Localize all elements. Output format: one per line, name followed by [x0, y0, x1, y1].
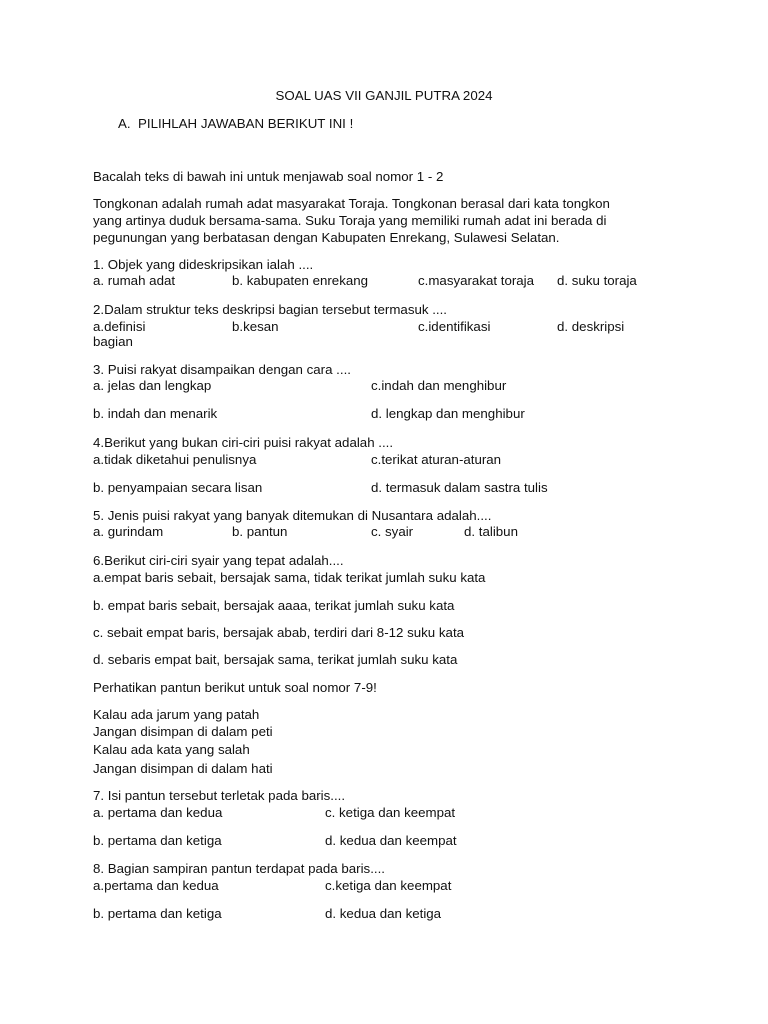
q7-option-a: a. pertama dan kedua: [93, 805, 223, 820]
q5-option-b: b. pantun: [232, 524, 288, 539]
q5-option-c: c. syair: [371, 524, 414, 539]
q7-option-c: c. ketiga dan keempat: [325, 805, 456, 820]
section-heading: [118, 116, 353, 132]
q1-option-d: d. suku toraja: [557, 273, 637, 288]
q3-option-a: a. jelas dan lengkap: [93, 378, 212, 393]
pantun-line: Jangan disimpan di dalam peti: [93, 724, 273, 739]
question-2: 2.Dalam struktur teks deskripsi bagian tersebut termasuk ....: [93, 302, 447, 317]
q8-option-a: a.pertama dan kedua: [93, 878, 219, 893]
question-8: 8. Bagian sampiran pantun terdapat pada baris....: [93, 861, 385, 876]
q2-option-a: a.definisi: [93, 319, 146, 334]
q7-option-b: b. pertama dan ketiga: [93, 833, 222, 848]
q1-option-c: c.masyarakat toraja: [418, 273, 535, 288]
q4-option-c: c.terikat aturan-aturan: [371, 452, 502, 467]
q4-option-a: a.tidak diketahui penulisnya: [93, 452, 257, 467]
q3-option-b: b. indah dan menarik: [93, 406, 218, 421]
q3-option-c: c.indah dan menghibur: [371, 378, 507, 393]
question-3: 3. Puisi rakyat disampaikan dengan cara ....: [93, 362, 351, 377]
q2-option-b: b.kesan: [232, 319, 279, 334]
q6-option-c: c. sebait empat baris, bersajak abab, terdiri dari 8-12 suku kata: [93, 625, 465, 640]
question-4: 4.Berikut yang bukan ciri-ciri puisi rakyat adalah ....: [93, 435, 394, 450]
section-title: PILIHLAH JAWABAN BERIKUT INI !: [138, 116, 354, 131]
q8-option-c: c.ketiga dan keempat: [325, 878, 452, 893]
q2-option-c: c.identifikasi: [418, 319, 491, 334]
pantun-line: Jangan disimpan di dalam hati: [93, 761, 273, 776]
q6-option-b: b. empat baris sebait, bersajak aaaa, terikat jumlah suku kata: [93, 598, 455, 613]
question-6: 6.Berikut ciri-ciri syair yang tepat adalah....: [93, 553, 344, 568]
passage-line: pegunungan yang berbatasan dengan Kabupaten Enrekang, Sulawesi Selatan.: [93, 230, 560, 245]
q8-option-d: d. kedua dan ketiga: [325, 906, 442, 921]
intro-q1-2: Bacalah teks di bawah ini untuk menjawab soal nomor 1 - 2: [93, 169, 444, 184]
question-5: 5. Jenis puisi rakyat yang banyak ditemukan di Nusantara adalah....: [93, 508, 492, 523]
q3-option-d: d. lengkap dan menghibur: [371, 406, 525, 421]
q1-option-a: a. rumah adat: [93, 273, 176, 288]
q5-option-d: d. talibun: [464, 524, 518, 539]
q6-option-d: d. sebaris empat bait, bersajak sama, terikat jumlah suku kata: [93, 652, 458, 667]
pantun-line: Kalau ada kata yang salah: [93, 742, 250, 757]
q5-option-a: a. gurindam: [93, 524, 164, 539]
q8-option-b: b. pertama dan ketiga: [93, 906, 222, 921]
q7-option-d: d. kedua dan keempat: [325, 833, 457, 848]
question-1: 1. Objek yang dideskripsikan ialah ....: [93, 257, 314, 272]
intro-q7-9: Perhatikan pantun berikut untuk soal nomor 7-9!: [93, 680, 377, 695]
q2-option-d-wrap: bagian: [93, 334, 133, 349]
q1-option-b: b. kabupaten enrekang: [232, 273, 369, 288]
passage-line: Tongkonan adalah rumah adat masyarakat Toraja. Tongkonan berasal dari kata tongkon: [93, 196, 610, 211]
q6-option-a: a.empat baris sebait, bersajak sama, tidak terikat jumlah suku kata: [93, 570, 486, 585]
section-letter: A.: [118, 116, 131, 131]
q4-option-b: b. penyampaian secara lisan: [93, 480, 263, 495]
doc-title: SOAL UAS VII GANJIL PUTRA 2024: [275, 88, 493, 103]
q4-option-d: d. termasuk dalam sastra tulis: [371, 480, 548, 495]
q2-option-d: d. deskripsi: [557, 319, 625, 334]
pantun-line: Kalau ada jarum yang patah: [93, 707, 260, 722]
question-7: 7. Isi pantun tersebut terletak pada baris....: [93, 788, 346, 803]
passage-line: yang artinya duduk bersama-sama. Suku Toraja yang memiliki rumah adat ini berada di: [93, 213, 607, 228]
